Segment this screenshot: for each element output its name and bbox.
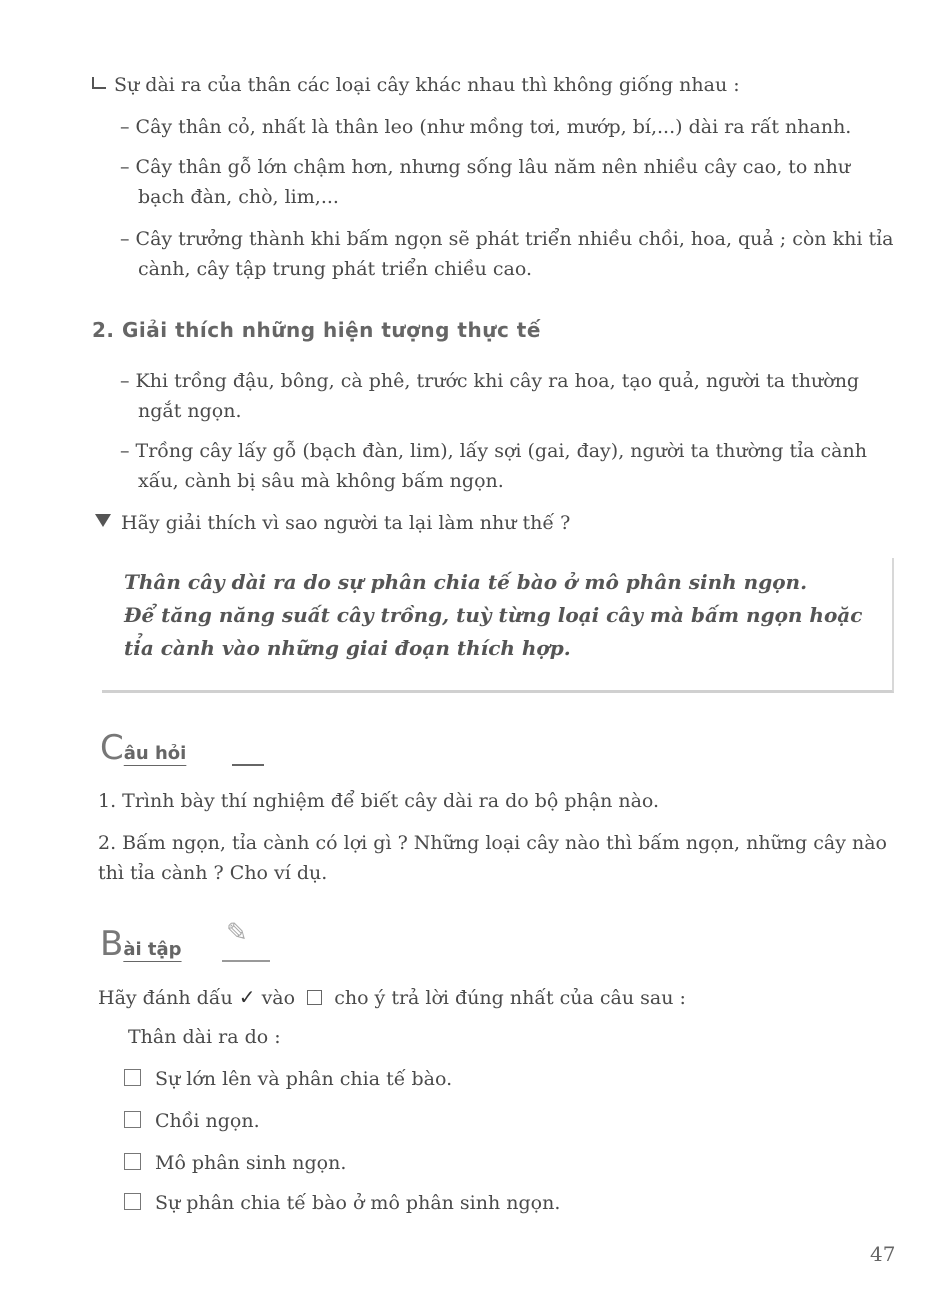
section-2-question-text: Hãy giải thích vì sao người ta lại làm như thế ? <box>121 512 571 534</box>
answer-option-1[interactable] <box>124 1064 452 1094</box>
section-2-question <box>95 508 570 538</box>
option-4-text: Sự phân chia tế bào ở mô phân sinh ngọn. <box>155 1192 561 1214</box>
option-2-checkbox[interactable] <box>124 1111 141 1128</box>
section-2-item-2 <box>120 436 895 496</box>
intro-item-3-line1: – Cây trưởng thành khi bấm ngọn sẽ phát triển nhiều chồi, hoa, quả ; còn khi tỉa <box>120 228 894 250</box>
option-3-checkbox[interactable] <box>124 1153 141 1170</box>
section-2-item-2-line2: xấu, cành bị sâu mà không bấm ngọn. <box>138 470 504 492</box>
exercise-section-title <box>100 924 182 964</box>
summary-line-3: tỉa cành vào những giai đoạn thích hợp. <box>124 636 571 660</box>
answer-option-2[interactable] <box>124 1106 260 1136</box>
question-1: 1. Trình bày thí nghiệm để biết cây dài ra do bộ phận nào. <box>98 790 660 812</box>
exercise-title-rest: ài tập <box>123 939 182 960</box>
exercise-stem: Thân dài ra do : <box>128 1026 281 1048</box>
summary-box <box>102 558 894 693</box>
intro-item-2-line2: bạch đàn, chò, lim,... <box>138 186 339 208</box>
option-3-text: Mô phân sinh ngọn. <box>155 1152 347 1174</box>
option-4-checkbox[interactable] <box>124 1193 141 1210</box>
section-2-heading: 2. Giải thích những hiện tượng thực tế <box>92 318 541 342</box>
summary-text <box>124 566 862 665</box>
question-2-line1: 2. Bấm ngọn, tỉa cành có lợi gì ? Những loại cây nào thì bấm ngọn, những cây nào <box>98 832 887 854</box>
intro-text: Sự dài ra của thân các loại cây khác nhau thì không giống nhau : <box>114 74 740 96</box>
questions-section-title <box>100 728 186 768</box>
summary-line-2: Để tăng năng suất cây trồng, tuỳ từng loại cây mà bấm ngọn hoặc <box>124 603 863 627</box>
section-2-item-1-line1: – Khi trồng đậu, bông, cà phê, trước khi cây ra hoa, tạo quả, người ta thường <box>120 370 860 392</box>
questions-title-rule <box>232 764 264 766</box>
intro-item-2 <box>120 152 895 212</box>
intro-item-3-line2: cành, cây tập trung phát triển chiều cao. <box>138 258 533 280</box>
section-2-item-1-line2: ngắt ngọn. <box>138 400 242 422</box>
page-number: 47 <box>870 1242 896 1266</box>
intro-item-3 <box>120 224 895 284</box>
bullet-mark-icon <box>92 77 106 89</box>
intro-item-1 <box>120 112 895 142</box>
triangle-down-icon <box>95 514 111 527</box>
exercise-instruction <box>98 982 686 1013</box>
summary-line-1: Thân cây dài ra do sự phân chia tế bào ở mô phân sinh ngọn. <box>124 570 808 594</box>
answer-option-4[interactable] <box>124 1188 560 1218</box>
question-2 <box>98 828 898 888</box>
exercise-title-letter: B <box>100 924 124 964</box>
answer-option-3[interactable] <box>124 1148 346 1178</box>
option-1-checkbox[interactable] <box>124 1069 141 1086</box>
section-2-item-1 <box>120 366 895 426</box>
exercise-title-rule <box>222 960 270 962</box>
section-2-item-2-line1: – Trồng cây lấy gỗ (bạch đàn, lim), lấy sợi (gai, đay), người ta thường tỉa cành <box>120 440 867 462</box>
instruction-part-1: Hãy đánh dấu <box>98 987 233 1009</box>
empty-checkbox-icon <box>307 990 322 1005</box>
intro-item-2-line1: – Cây thân gỗ lớn chậm hơn, nhưng sống lâu năm nên nhiều cây cao, to như <box>120 156 851 178</box>
checkmark-icon: ✓ <box>238 985 256 1009</box>
pencil-icon: ✎ <box>226 918 248 948</box>
instruction-part-2: vào <box>261 987 296 1009</box>
intro-item-1-line1: – Cây thân cỏ, nhất là thân leo (như mồng tơi, mướp, bí,...) dài ra rất nhanh. <box>120 116 852 138</box>
instruction-part-3: cho ý trả lời đúng nhất của câu sau : <box>334 987 686 1009</box>
intro-paragraph <box>92 70 740 100</box>
option-2-text: Chồi ngọn. <box>155 1110 260 1132</box>
option-1-text: Sự lớn lên và phân chia tế bào. <box>155 1068 453 1090</box>
questions-title-rest: âu hỏi <box>123 743 187 764</box>
question-2-line2: thì tỉa cành ? Cho ví dụ. <box>98 862 328 884</box>
questions-title-letter: C <box>100 728 124 768</box>
